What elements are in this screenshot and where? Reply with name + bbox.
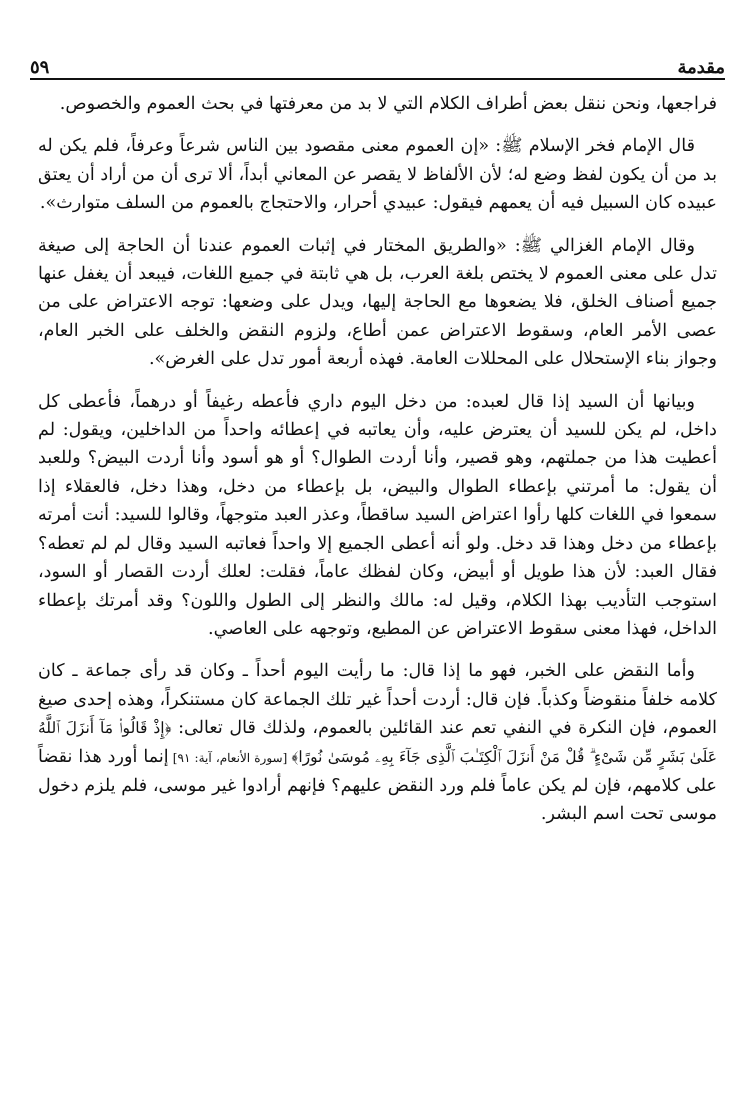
paragraph: فراجعها، ونحن ننقل بعض أطراف الكلام التي لا بد من معرفتها في بحث العموم والخصوص. [59, 94, 717, 114]
page-header [30, 48, 725, 78]
paragraph: وقال الإمام الغزالي ﷺ: «والطريق المختار في إثبات العموم عندنا أن الحاجة إلى صيغة تدل على معنى العموم لا يختص بلغة العرب، بل هي ثابتة في جميع اللغات، فيبعد أن يغفل عنها جميع أصناف الخلق، فلا يضعوها مع الحاجة إليها، ويدل على وضعها: توجه الاعتراض على من عصى الأمر العام، وسقوط الاعتراض عمن أطاع، ولزوم النقض والخلف على الخبر العام، وجواز بناء الإستحلال على المحللات العامة. فهذه أربعة أمور تدل على الغرض». [38, 235, 717, 370]
paragraph [38, 657, 717, 828]
verse-citation: [سورة الأنعام، آية: ٩١] [168, 750, 292, 765]
paragraph: وبيانها أن السيد إذا قال لعبده: من دخل اليوم داري فأعطه رغيفاً أو درهماً، فأعطى كل داخل، لم يكن للسيد أن يعترض عليه، وأن يعاتبه في إعطائه واحداً من الداخلين، ويقول: لم أعطيت هذا من جملتهم، وهو قصير، وأنا أردت الطوال؟ أو هو أسود وأنا أردت البيض؟ وللعبد أن يقول: ما أمرتني بإعطاء الطوال والبيض، بل بإعطاء من دخل، وهذا دخل، فالعقلاء إذا سمعوا في اللغات كلها رأوا اعتراض السيد ساقطاً، وعذر العبد متوجهاً، وقالوا للسيد: أنت أمرته بإعطاء من دخل وهذا قد دخل. ولو أنه أعطى الجميع إلا واحداً فعاتبه السيد وقال لم لم تعطه؟ فقال العبد: لأن هذا طويل أو أبيض، وكان لفظك عاماً، فقلت: لعلك أردت القصار أو السود، استوجب التأديب بهذا الكلام، وقيل له: مالك والنظر إلى الطول واللون؟ وقد أمرتك بإعطاء الداخل، فهذا معنى سقوط الاعتراض عن المطيع، وتوجهه على العاصي. [38, 391, 717, 639]
paragraph: قال الإمام فخر الإسلام ﷺ: «إن العموم معنى مقصود بين الناس شرعاً وعرفاً، فلم يكن له بد من أن يكون لفظ وضع له؛ لأن الألفاظ لا يقصر عن المعاني أبداً، ألا ترى أن من أراد أن يعتق عبيده كان السبيل فيه أن يعمهم فيقول: عبيدي أحرار، والاحتجاج بالعموم من السلف متوارث». [38, 136, 717, 214]
page-body [38, 90, 717, 843]
page-number: ٥٩ [30, 57, 50, 78]
paragraph-text: وأما النقض على الخبر، فهو ما إذا قال: ما رأيت اليوم أحداً ـ وكان قد رأى جماعة ـ كان كلامه خلفاً منقوضاً وكذباً. فإن قال: أردت أحداً غير تلك الجماعة كان مستنكراً، وهذه إحدى صيغ العموم، فإن النكرة في النفي تعم عند القائلين بالعموم، ولذلك قال تعالى: [38, 661, 717, 739]
quran-verse: ﴿إِذْ قَالُوا۟ مَآ أَنزَلَ ٱللَّهُ عَلَىٰ بَشَرٍ مِّن شَىْءٍ ۗ قُلْ مَنْ أَنزَلَ ٱلْكِتَـٰبَ ٱلَّذِى جَآءَ بِهِۦ مُوسَىٰ نُورًا﴾ [38, 719, 717, 766]
paragraph-text: إنما أورد هذا نقضاً على كلامهم، فإن لم يكن عاماً فلم ورد النقض عليهم؟ فإنهم أرادوا غير موسى، فلم يلزم دخول موسى تحت اسم البشر. [38, 746, 717, 825]
header-rule [30, 78, 725, 80]
running-head: مقدمة [677, 57, 725, 78]
